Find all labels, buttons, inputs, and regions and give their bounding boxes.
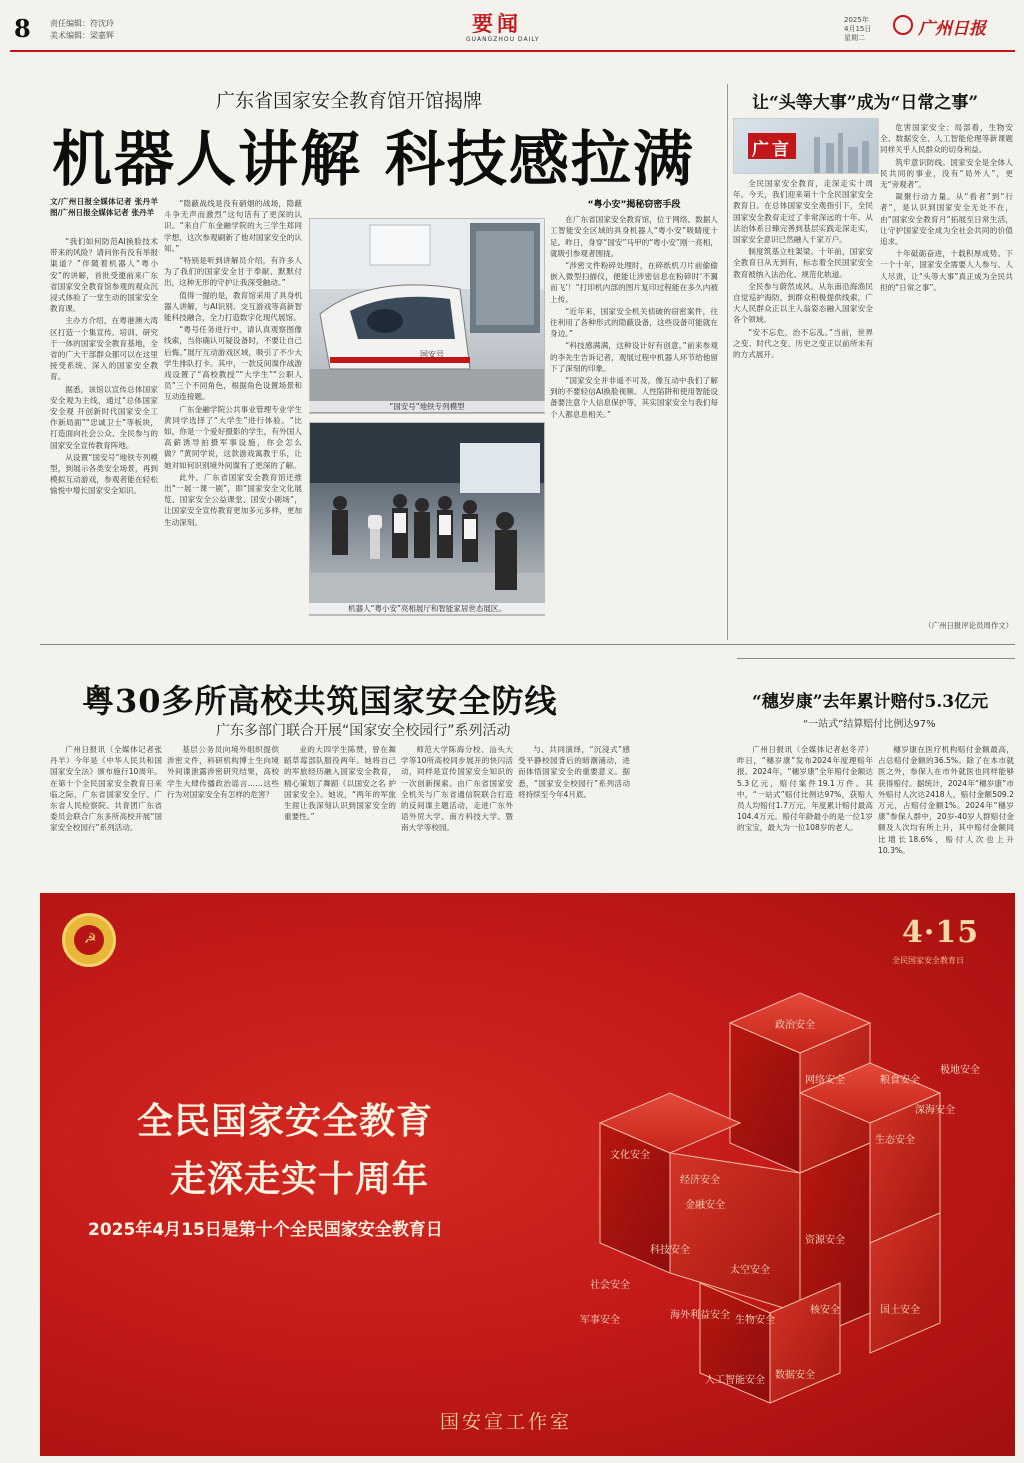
lead-paragraph: “隐蔽战线是没有硝烟的战场，隐蔽斗争无声而激烈”这句话有了更深的认识。“来自广东金融学院的大三学生郑同学想，这次参观刷新了他对国家安全的认知。” — [164, 199, 302, 253]
column-paragraph: 十年砥砺奋进，十载积厚成势。下一个十年，国家安全需要人人参与、人人尽责，让“头等大事”真正成为全民共担的“日常之事”。 — [880, 249, 1013, 292]
badge-415: 4·15 — [902, 915, 980, 950]
editor-line-1: 责任编辑：符沈玲 — [50, 19, 114, 28]
section-subtitle: GUANGZHOU DAILY — [466, 36, 540, 43]
second-headline: 粤30多所高校共筑国家安全防线 — [82, 682, 558, 720]
lead-paragraph: 广东金融学院公共事业管理专业学生黄同学选择了“大学生”进行体验。“比如，你是一个爱好摄影的学生，有外国人高薪诱导拍摄军事设施，你会怎么做？”黄同学说，这款游戏寓教于乐，让她对如何识别境外间谍有了更深的了解。 — [164, 404, 302, 470]
badge-415-sub: 全民国家安全教育日 — [892, 956, 964, 965]
cube-label: 极地安全 — [940, 1065, 980, 1076]
lead-column-1 — [50, 236, 158, 636]
ad-footer: 国安宣工作室 — [440, 1411, 573, 1433]
lead-paragraph: 主办方介绍，在粤港澳大湾区打造一个集宣传、培训、研究于一体的国家安全教育基地，全省的广大干部群众都可以在这里接受系统、深入的国家安全教育。 — [50, 316, 158, 382]
column-text-1 — [733, 178, 873, 628]
cube-label: 金融安全 — [685, 1200, 725, 1211]
cube-label: 科技安全 — [650, 1245, 690, 1256]
cube-label: 文化安全 — [610, 1150, 650, 1161]
sidebar-paragraph: “近年来，国家安全机关侦破的窃密案件，往往利用了各种形式的隐蔽设备，这些设备可能就在身边。” — [550, 306, 718, 339]
sidebar-paragraph: 在广东省国家安全教育馆，位于网络、数据人工智能安全区域的具身机器人“粤小安”吸睛度十足。昨日，身穿“国安”马甲的“粤小安”刚一亮相，就吸引参观者围拢。 — [550, 215, 718, 258]
ad-line-3: 2025年4月15日是第十个全民国家安全教育日 — [88, 1220, 443, 1240]
second-subhead: 广东多部门联合开展“国家安全校园行”系列活动 — [216, 723, 511, 739]
cube-label: 生物安全 — [735, 1315, 775, 1326]
date-day: 4月15日 — [844, 25, 872, 33]
security-cubes-illustration — [560, 983, 990, 1413]
column-title: 让“头等大事”成为“日常之事” — [752, 93, 979, 113]
lead-sidebar — [550, 198, 718, 636]
section-rule — [40, 644, 1015, 645]
masthead: 广州日报 — [918, 19, 986, 39]
lead-paragraph: “我们如何防范AI换脸技术带来的风险？请问你有没有举报渠道？”伴随着机器人“粤小安”的讲解，首批受邀前来广东省国家安全教育馆参观的观众沉浸式体验了一堂生动的国家安全教育课。 — [50, 237, 158, 314]
photo-metro-model — [309, 218, 545, 414]
cube-label: 网络安全 — [805, 1075, 845, 1086]
column-paragraph: 全民国家安全教育，走深走实十周年。今天，我们迎来第十个全民国家安全教育日。在总体国家安全观指引下，全民国家安全教育走过了非常深远的十年。从法治体系日臻完善到基层实践走深走实，国家安全意识已然融入千家万户。 — [733, 179, 873, 245]
column-paragraph: 危害国家安全；局部看，生物安全、数据安全、人工智能伦理等新课题同样关乎人民群众的切身利益。 — [880, 123, 1013, 155]
photo-metro-caption: “国安号”地铁专列模型 — [309, 401, 545, 412]
column-paragraph: 全民参与蔚然成风。从东南沿海渔民自觉巡护海防，到群众积极提供线索，广大人民群众正以主人翁姿态融入国家安全各个领域。 — [733, 281, 873, 325]
second-column-1: 广州日报讯（全媒体记者张丹羊）今年是《中华人民共和国国家安全法》颁布施行10周年。在第十个全民国家安全教育日来临之际，广东省国家安全厅、广东省人民检察院、共青团广东省委员会联合广东多所高校开展“国家安全校园行”系列活动。 — [50, 745, 162, 833]
cube-label: 资源安全 — [805, 1235, 845, 1246]
cube-label: 海外利益安全 — [670, 1310, 730, 1321]
third-story-rule — [737, 658, 1015, 659]
photo-robot-exhibit — [309, 422, 545, 616]
robot-crowd-illustration — [310, 423, 545, 616]
ad-line-1: 全民国家安全教育 — [137, 1100, 434, 1142]
second-column-2: 基层公务员向境外组织提供涉密文件，科研机构博士生向境外间谍泄露涉密研究结果，高校学生大肆传播政治谣言……这些行为对国家安全有怎样的危害？ — [167, 745, 279, 799]
cube-label: 核安全 — [810, 1305, 840, 1316]
page-number: 8 — [14, 14, 31, 43]
date-year: 2025年 — [844, 16, 869, 24]
column-paragraph: 制度筑基立柱架梁。十年前，国家安全教育日从无到有，标志着全民国家安全教育被纳入法治化、规范化轨道。 — [733, 247, 873, 279]
cube-label: 深海安全 — [915, 1105, 955, 1116]
third-subhead: “一站式”结算赔付比例达97% — [803, 719, 936, 730]
column-paragraph: 筑牢意识防线。国家安全是全体人民共同的事业，没有“局外人”，更无“旁观者”。 — [880, 157, 1013, 190]
ad-banner — [40, 893, 1015, 1456]
column-text-2 — [880, 122, 1013, 618]
lead-paragraph: 从设置“国安号”地铁专列模型，到展示各类安全场景，再到模拟互动游戏，参观者能在轻松愉悦中增长国家安全知识。 — [50, 452, 158, 496]
cube-label: 数据安全 — [775, 1370, 815, 1381]
date-week: 星期二 — [844, 34, 865, 42]
cube-label: 政治安全 — [775, 1020, 815, 1031]
masthead-logo-icon — [893, 15, 913, 35]
lead-paragraph: “粤号任务进行中，请认真观察图像线索，当你确认可疑设备时，不要让自己后悔。”展厅互动游戏区域，吸引了不少大学生排队打卡。其中，一款反间谍作战游戏设置了“高校教授”“大学生”“公职人员”三个不同角色，根据角色设置场景和互动连接题。 — [164, 325, 302, 402]
lead-paragraph: 值得一提的是，教育馆采用了具身机器人讲解，与AI识别、交互游戏等高新智能科技融合，全力打造数字化现代展馆。 — [164, 290, 302, 323]
cube-label: 粮食安全 — [880, 1075, 920, 1086]
editor-line-2: 美术编辑：梁嘉辉 — [50, 31, 114, 40]
column-paragraph: “安不忘危，治不忘乱。”当前，世界之变、时代之变、历史之变正以前所未有的方式展开。 — [733, 327, 873, 360]
lead-column-2 — [164, 198, 302, 636]
sidebar-paragraph: “涉密文件粉碎处理时，在碎纸机刀片前偷偷嵌入微型扫描仪，便能让涉密信息在粉碎时‘不翼而飞’！”打印机内部的图片复印过程能在多久内被上传。 — [550, 261, 718, 304]
second-column-3: 业的大四学生陈赞，曾在舞蹈草莓部队服役两年。她将自己的军旅经历融入国家安全教育，精心策划了舞蹈《以国安之名 护国家安全》。她说，“两年的军旅生涯让我深刻认识到国家安全的重要性。” — [284, 745, 396, 822]
column-logo — [733, 118, 879, 174]
sidebar-paragraph: “科技感满满，这种设计好有创意。”前来参观的李先生告诉记者，观展过程中机器人环节给他留下了深刻的印象。 — [550, 341, 718, 373]
section-title: 要闻 — [472, 11, 522, 36]
page-header — [0, 0, 1024, 48]
photo-robot-caption: 机器人“粤小安”亮相展厅和智能家居世态展区。 — [309, 603, 545, 614]
lead-paragraph: “特别是听到讲解员介绍，有许多人为了我们的国家安全甘于奉献、默默付出，这种无形的守护让我深受触动。” — [164, 256, 302, 288]
svg-text:国安号: 国安号 — [420, 350, 444, 359]
ad-line-2: 走深走实十周年 — [170, 1158, 430, 1200]
cube-label: 生态安全 — [875, 1135, 915, 1146]
second-column-5: 与、共同演绎，“沉浸式”感受平静校园背后的暗潮涌动，进而体悟国家安全的重要意义。据悉，“国家安全校园行”系列活动将持续至今年4月底。 — [518, 745, 630, 799]
lead-kicker: 广东省国家安全教育馆开馆揭牌 — [216, 90, 483, 112]
lead-byline: 文/广州日报全媒体记者 张丹羊 图/广州日报全媒体记者 张丹羊 — [50, 197, 158, 218]
header-rule — [10, 50, 1015, 52]
sidebar-title: “粤小安”揭秘窃密手段 — [587, 200, 681, 210]
metro-train-illustration — [310, 219, 545, 414]
cube-label: 经济安全 — [680, 1175, 720, 1186]
cube-label: 太空安全 — [730, 1265, 770, 1276]
column-logo-text: 广言 — [752, 140, 792, 160]
lead-paragraph: 此外，广东省国家安全教育馆还推出“一展一课一剧”，即“国家安全文化展览、国家安全公益课堂、国安小剧场”，让国家安全宣传教育更加多元多样，更加生动深刻。 — [164, 472, 302, 527]
cube-label: 国土安全 — [880, 1305, 920, 1316]
column-paragraph: 凝聚行动力量。从“看者”到“行者”，是认识到国家安全无处不在，由“国家安全教育月”拓展至日常生活，让守护国家安全成为全社会共同的价值追求。 — [880, 192, 1013, 247]
third-column-2: 穗岁康在医疗机构赔付金额最高，占总赔付金额的36.5%。除了在本市就医之外，参保人在市外就医也同样能够获得赔付。据统计，2024年“穗岁康”市外赔付人次达2418人，赔付金额509.2万元，占赔付金额1%。2024年“穗岁康”参保人群中，20岁-40岁人群赔付金额及人次均有所上升，其中赔付金额同比增长18.6%，赔付人次也上升10.3%。 — [878, 745, 1014, 855]
third-column-1: 广州日报讯（全媒体记者赵冬芹）昨日，“穗岁康”发布2024年度理赔年报。2024年，“穗岁康”全年赔付金额达5.3亿元，赔付案件19.1万件。其中，“一站式”赔付比例达97%，获赔人员人均赔付1.7万元，年度累计赔付最高104.4万元。赔付年龄最小的是一位1岁的宝宝，最大为一位108岁的老人。 — [737, 745, 873, 833]
cube-label: 军事安全 — [580, 1315, 620, 1326]
police-emblem-icon: ☭ — [62, 913, 116, 967]
column-author-note: （广州日报评论员周作文） — [924, 621, 1013, 630]
sidebar-paragraph: “国家安全并非遥不可及，像互动中我们了解到的不要轻信AI换脸视频、人性陷阱和使用智能设备要注意个人信息保护等，其实国家安全与我们每个人都息息相关。” — [550, 376, 718, 419]
lead-paragraph: 据悉，该馆以宣传总体国家安全观为主线，通过“总体国家安全观 开创新时代国家安全工作新局面”“忠诚卫士”等板块，打造面向社会公众、全民参与的国家安全宣传教育阵地。 — [50, 384, 158, 450]
vertical-rule — [727, 84, 728, 640]
second-column-4: 师范大学陈海分校、汕头大学等10所高校同步展开的快闪活动，同样是宣传国家安全知识的一次创新探索。由广东省国家安全机关与广东省通信院联合打造的反间谍主题活动，走进广东外语外贸大学、南方科技大学、暨南大学等校园。 — [401, 745, 513, 833]
cube-label: 人工智能安全 — [705, 1375, 765, 1386]
cube-label: 社会安全 — [590, 1280, 630, 1291]
lead-headline: 机器人讲解 科技感拉满 — [52, 125, 695, 195]
third-headline: “穗岁康”去年累计赔付5.3亿元 — [752, 692, 989, 712]
